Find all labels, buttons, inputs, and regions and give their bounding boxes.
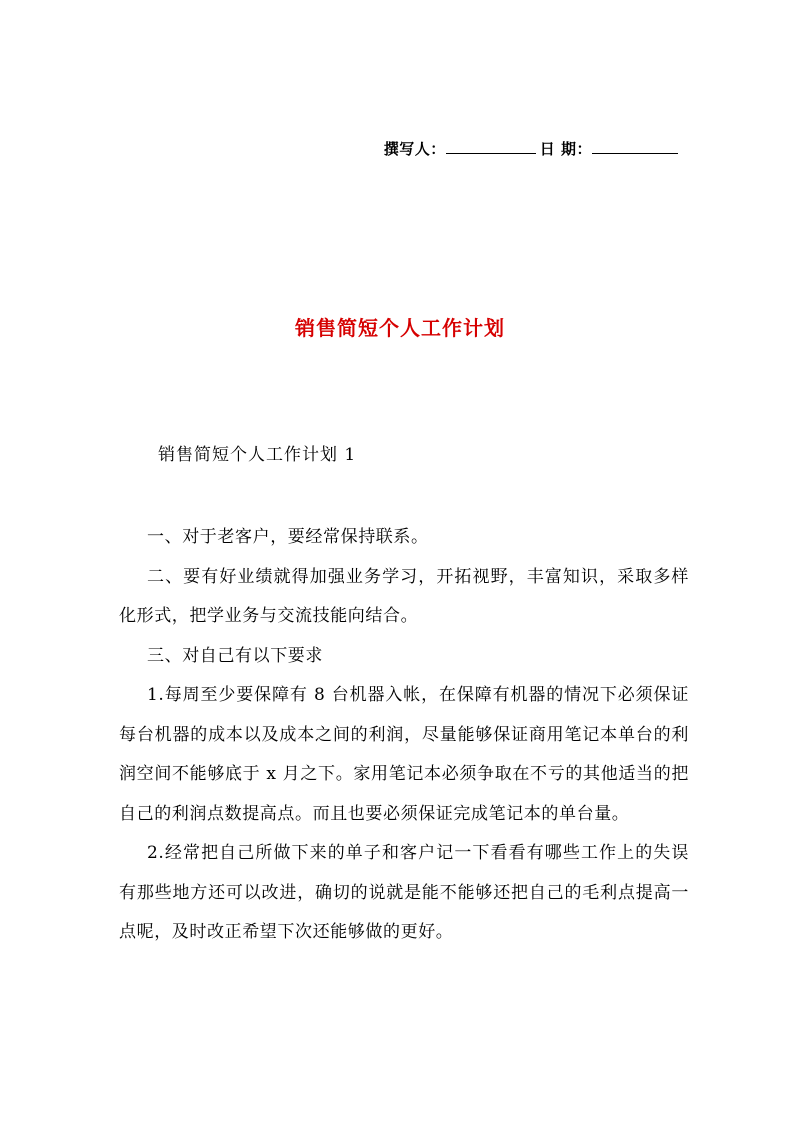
paragraph: 1.每周至少要保障有 8 台机器入帐，在保障有机器的情况下必须保证每台机器的成本以及成本之间的利润，尽量能够保证商用笔记本单台的利润空间不能够底于 x 月之下。家用笔记本必须争取在不亏的其他适当的把自己的利润点数提高点。而且也要必须保证完成笔记本的单台量。: [119, 685, 689, 824]
paragraph: 二、要有好业绩就得加强业务学习，开拓视野，丰富知识，采取多样化形式，把学业务与交流技能向结合。: [119, 566, 689, 626]
paragraph: 一、对于老客户，要经常保持联系。: [147, 527, 429, 547]
paragraph: 三、对自己有以下要求: [147, 645, 323, 666]
paragraph: 2.经常把自己所做下来的单子和客户记一下看看有哪些工作上的失误有那些地方还可以改进，确切的说就是能不能够还把自己的毛利点提高一点呢，及时改正希望下次还能够做的更好。: [119, 843, 689, 942]
document-title: 销售简短个人工作计划: [295, 316, 505, 340]
author-date-line: [384, 138, 678, 159]
section-heading: 销售简短个人工作计划 1: [158, 445, 357, 465]
date-label: 日 期：: [539, 140, 592, 158]
document-body: [119, 518, 689, 953]
author-label: 撰写人：: [383, 140, 446, 158]
date-blank: [592, 139, 678, 154]
author-blank: [446, 139, 536, 154]
